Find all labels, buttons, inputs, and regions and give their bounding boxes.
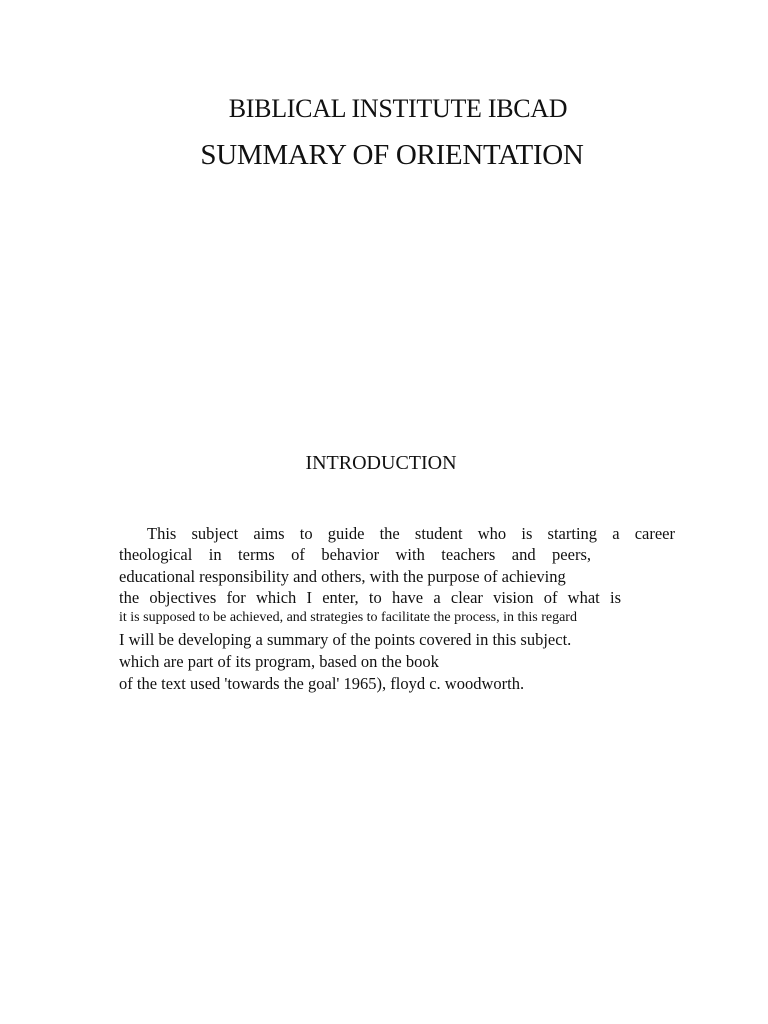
document-title: BIBLICAL INSTITUTE IBCAD	[228, 94, 568, 123]
paragraph-line: the objectives for which I enter, to have a clear vision of what is	[119, 588, 621, 607]
paragraph-line: I will be developing a summary of the points covered in this subject.	[119, 630, 572, 649]
paragraph-line: theological in terms of behavior with teachers and peers,	[119, 545, 591, 564]
document-subtitle: SUMMARY OF ORIENTATION	[200, 139, 584, 171]
section-heading-introduction: INTRODUCTION	[305, 452, 457, 474]
paragraph-line: This subject aims to guide the student who is starting a career	[147, 524, 675, 543]
paragraph-line: which are part of its program, based on the book	[119, 652, 439, 671]
paragraph-line: it is supposed to be achieved, and strategies to facilitate the process, in this regard	[119, 610, 577, 625]
paragraph-line: of the text used 'towards the goal' 1965), floyd c. woodworth.	[119, 674, 525, 693]
paragraph-line: educational responsibility and others, with the purpose of achieving	[119, 567, 566, 586]
